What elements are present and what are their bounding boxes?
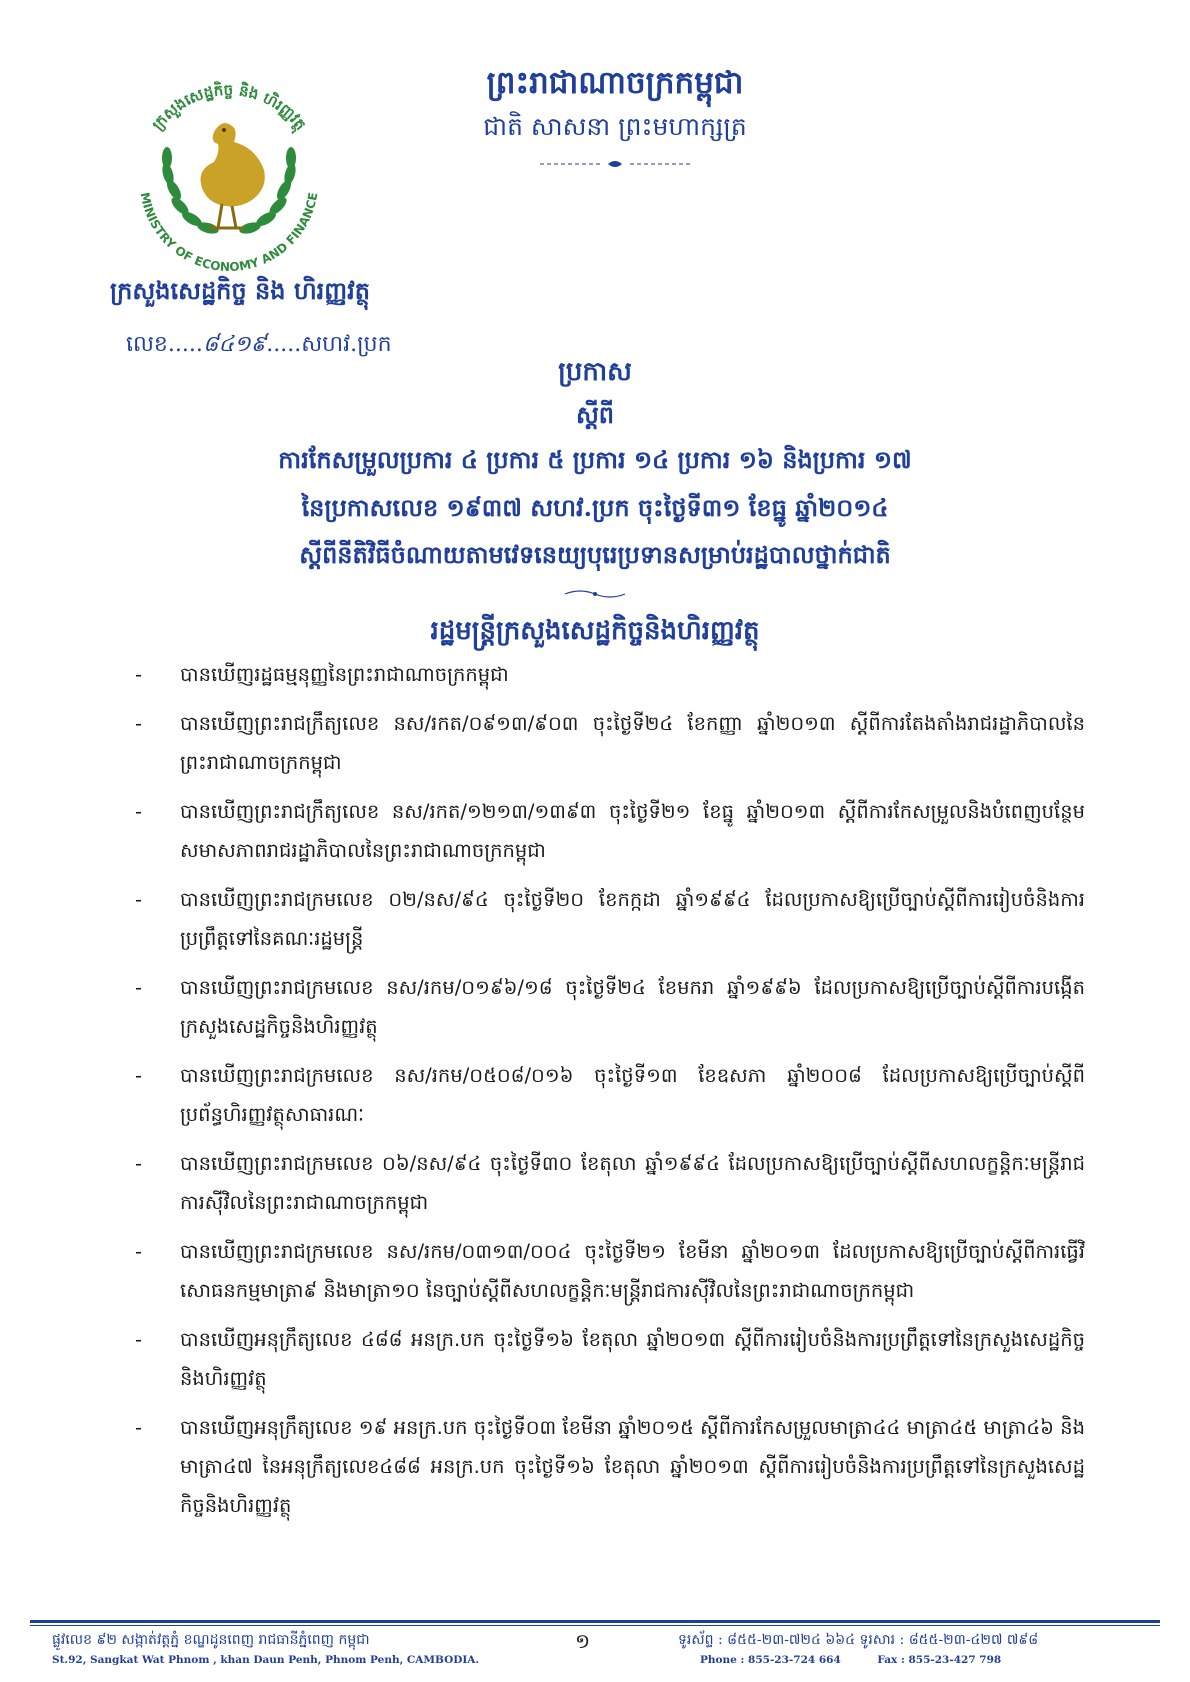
list-item: - បានឃើញព្រះរាជក្រឹត្យលេខ នស/រកត/០៩១៣/៩០៣ ចុះថ្ងៃទី២៤ ខែកញ្ញា ឆ្នាំ២០១៣ ស្ដីពីការតែងតាំងរាជរដ្ឋាភិបាលនៃព្រះរាជាណាចក្រកម្ពុជា xyxy=(135,712,1085,774)
list-item: - បានឃើញព្រះរាជក្រមលេខ ០៦/នស/៩៤ ចុះថ្ងៃទី៣០ ខែតុលា ឆ្នាំ១៩៩៤ ដែលប្រកាសឱ្យប្រើច្បាប់ស្ដីពីសហលក្ខន្តិកៈមន្ត្រីរាជការស៊ីវិលនៃព្រះរាជាណាចក្រកម្ពុជា xyxy=(135,1152,1085,1214)
title-line-3: ស្ដីពីនីតិវិធីចំណាយតាមវេទនេយ្យបុរេប្រទានសម្រាប់រដ្ឋបាលថ្នាក់ជាតិ xyxy=(299,540,891,569)
list-item: - បានឃើញព្រះរាជក្រឹត្យលេខ នស/រកត/១២១៣/១៣៩៣ ចុះថ្ងៃទី២១ ខែធ្នូ ឆ្នាំ២០១៣ ស្ដីពីការកែសម្រួលនិងបំពេញបន្ថែមសមាសភាពរាជរដ្ឋាភិបាលនៃព្រះរាជាណាចក្រកម្ពុជា xyxy=(135,800,1085,862)
list-item: - បានឃើញអនុក្រឹត្យលេខ ១៩ អនក្រ.បក ចុះថ្ងៃទី០៣ ខែមីនា ឆ្នាំ២០១៥ ស្ដីពីការកែសម្រួលមាត្រា៤៤ មាត្រា៤៥ មាត្រា៤៦ និងមាត្រា៤៧ នៃអនុក្រឹត្យលេខ៤៨៨ អនក្រ.បក ចុះថ្ងៃទី១៦ ខែតុលា ឆ្នាំ២០១៣ ស្ដីពីការរៀបចំនិងការប្រព្រឹត្តទៅនៃក្រសួងសេដ្ឋកិច្ចនិងហិរញ្ញវត្ថុ xyxy=(135,1416,1085,1517)
ornament-divider-icon xyxy=(540,158,690,170)
ref-prefix: លេខ xyxy=(126,332,168,357)
page-number: ១ xyxy=(575,1629,591,1653)
reference-number: លេខ.....៨៤១៩.....សហវ.ប្រក xyxy=(126,332,392,357)
list-item: - បានឃើញព្រះរាជក្រមលេខ ០២/នស/៩៤ ចុះថ្ងៃទី២០ ខែកក្កដា ឆ្នាំ១៩៩៤ ដែលប្រកាសឱ្យប្រើច្បាប់ស្ដីពីការរៀបចំនិងការប្រព្រឹត្តទៅនៃគណៈរដ្ឋមន្ត្រី xyxy=(135,888,1085,950)
ornament-small-icon xyxy=(560,588,630,600)
title-line-2: នៃប្រកាសលេខ ១៩៣៧ សហវ.ប្រក ចុះថ្ងៃទី៣១ ខែធ្នូ ឆ្នាំ២០១៤ xyxy=(301,493,889,522)
ref-number: ៨៤១៩ xyxy=(202,332,267,357)
footer-contact-kh: ទូរស័ព្ទ : ៨៥៥-២៣-៧២៤ ៦៦៤ ទូរសារ : ៨៥៥-២៣-៤២៧ ៧៩៨ xyxy=(678,1632,1039,1648)
kingdom-title: ព្រះរាជាណាចក្រកម្ពុជា xyxy=(486,65,744,101)
footer-contact-en xyxy=(700,1654,1001,1666)
ref-suffix: សហវ.ប្រក xyxy=(301,332,392,357)
national-motto: ជាតិ សាសនា ព្រះមហាក្សត្រ xyxy=(483,112,747,141)
title-line-1: ការកែសម្រួលប្រការ ៤ ប្រការ ៥ ប្រការ ១៤ ប្រការ ១៦ និងប្រការ ១៧ xyxy=(278,445,912,474)
footer-fax: Fax : 855-23-427 798 xyxy=(877,1654,1002,1666)
list-item: - បានឃើញអនុក្រឹត្យលេខ ៤៨៨ អនក្រ.បក ចុះថ្ងៃទី១៦ ខែតុលា ឆ្នាំ២០១៣ ស្ដីពីការរៀបចំនិងការប្រព្រឹត្តទៅនៃក្រសួងសេដ្ឋកិច្ចនិងហិរញ្ញវត្ថុ xyxy=(135,1328,1085,1390)
list-item: - បានឃើញព្រះរាជក្រមលេខ នស/រកម/០៣១៣/០០៤ ចុះថ្ងៃទី២១ ខែមីនា ឆ្នាំ២០១៣ ដែលប្រកាសឱ្យប្រើច្បាប់ស្ដីពីការធ្វើវិសោធនកម្មមាត្រា៩ និងមាត្រា១០ នៃច្បាប់ស្ដីពីសហលក្ខន្តិកៈមន្ត្រីរាជការស៊ីវិលនៃព្រះរាជាណាចក្រកម្ពុជា xyxy=(135,1240,1085,1302)
preamble-list xyxy=(135,655,1085,1535)
golden-bird-icon xyxy=(201,123,265,228)
list-item: - បានឃើញព្រះរាជក្រមលេខ នស/រកម/០៥០៨/០១៦ ចុះថ្ងៃទី១៣ ខែឧសភា ឆ្នាំ២០០៨ ដែលប្រកាសឱ្យប្រើច្បាប់ស្ដីពីប្រព័ន្ធហិរញ្ញវត្ថុសាធារណៈ xyxy=(135,1064,1085,1126)
logo-ring-kh: ក្រសួងសេដ្ឋកិច្ច និង ហិរញ្ញវត្ថុ xyxy=(148,80,310,134)
footer-rule-thin xyxy=(30,1625,1160,1626)
ministry-logo xyxy=(122,70,336,284)
list-item: - បានឃើញព្រះរាជក្រមលេខ នស/រកម/០១៩៦/១៨ ចុះថ្ងៃទី២៤ ខែមករា ឆ្នាំ១៩៩៦ ដែលប្រកាសឱ្យប្រើច្បាប់ស្ដីពីការបង្កើតក្រសួងសេដ្ឋកិច្ចនិងហិរញ្ញវត្ថុ xyxy=(135,976,1085,1038)
footer-address-en: St.92, Sangkat Wat Phnom , khan Daun Penh, Phnom Penh, CAMBODIA. xyxy=(52,1654,480,1666)
footer-phone: Phone : 855-23-724 664 xyxy=(700,1654,841,1666)
ministry-name: ក្រសួងសេដ្ឋកិច្ច និង ហិរញ្ញវត្ថុ xyxy=(110,276,370,305)
minister-heading: រដ្ឋមន្ត្រីក្រសួងសេដ្ឋកិច្ចនិងហិរញ្ញវត្ថុ xyxy=(430,616,760,646)
logo-ring-en: MINISTRY OF ECONOMY AND FINANCE xyxy=(137,191,321,275)
document-type: ប្រកាស xyxy=(558,357,632,387)
on-label: ស្ដីពី xyxy=(575,400,615,429)
footer-rule xyxy=(30,1620,1160,1623)
list-item: - បានឃើញរដ្ឋធម្មនុញ្ញនៃព្រះរាជាណាចក្រកម្ពុជា xyxy=(135,663,509,686)
footer-address-kh: ផ្លូវលេខ ៩២ សង្កាត់វត្តភ្នំ ខណ្ឌដូនពេញ រាជធានីភ្នំពេញ កម្ពុជា xyxy=(52,1632,370,1648)
